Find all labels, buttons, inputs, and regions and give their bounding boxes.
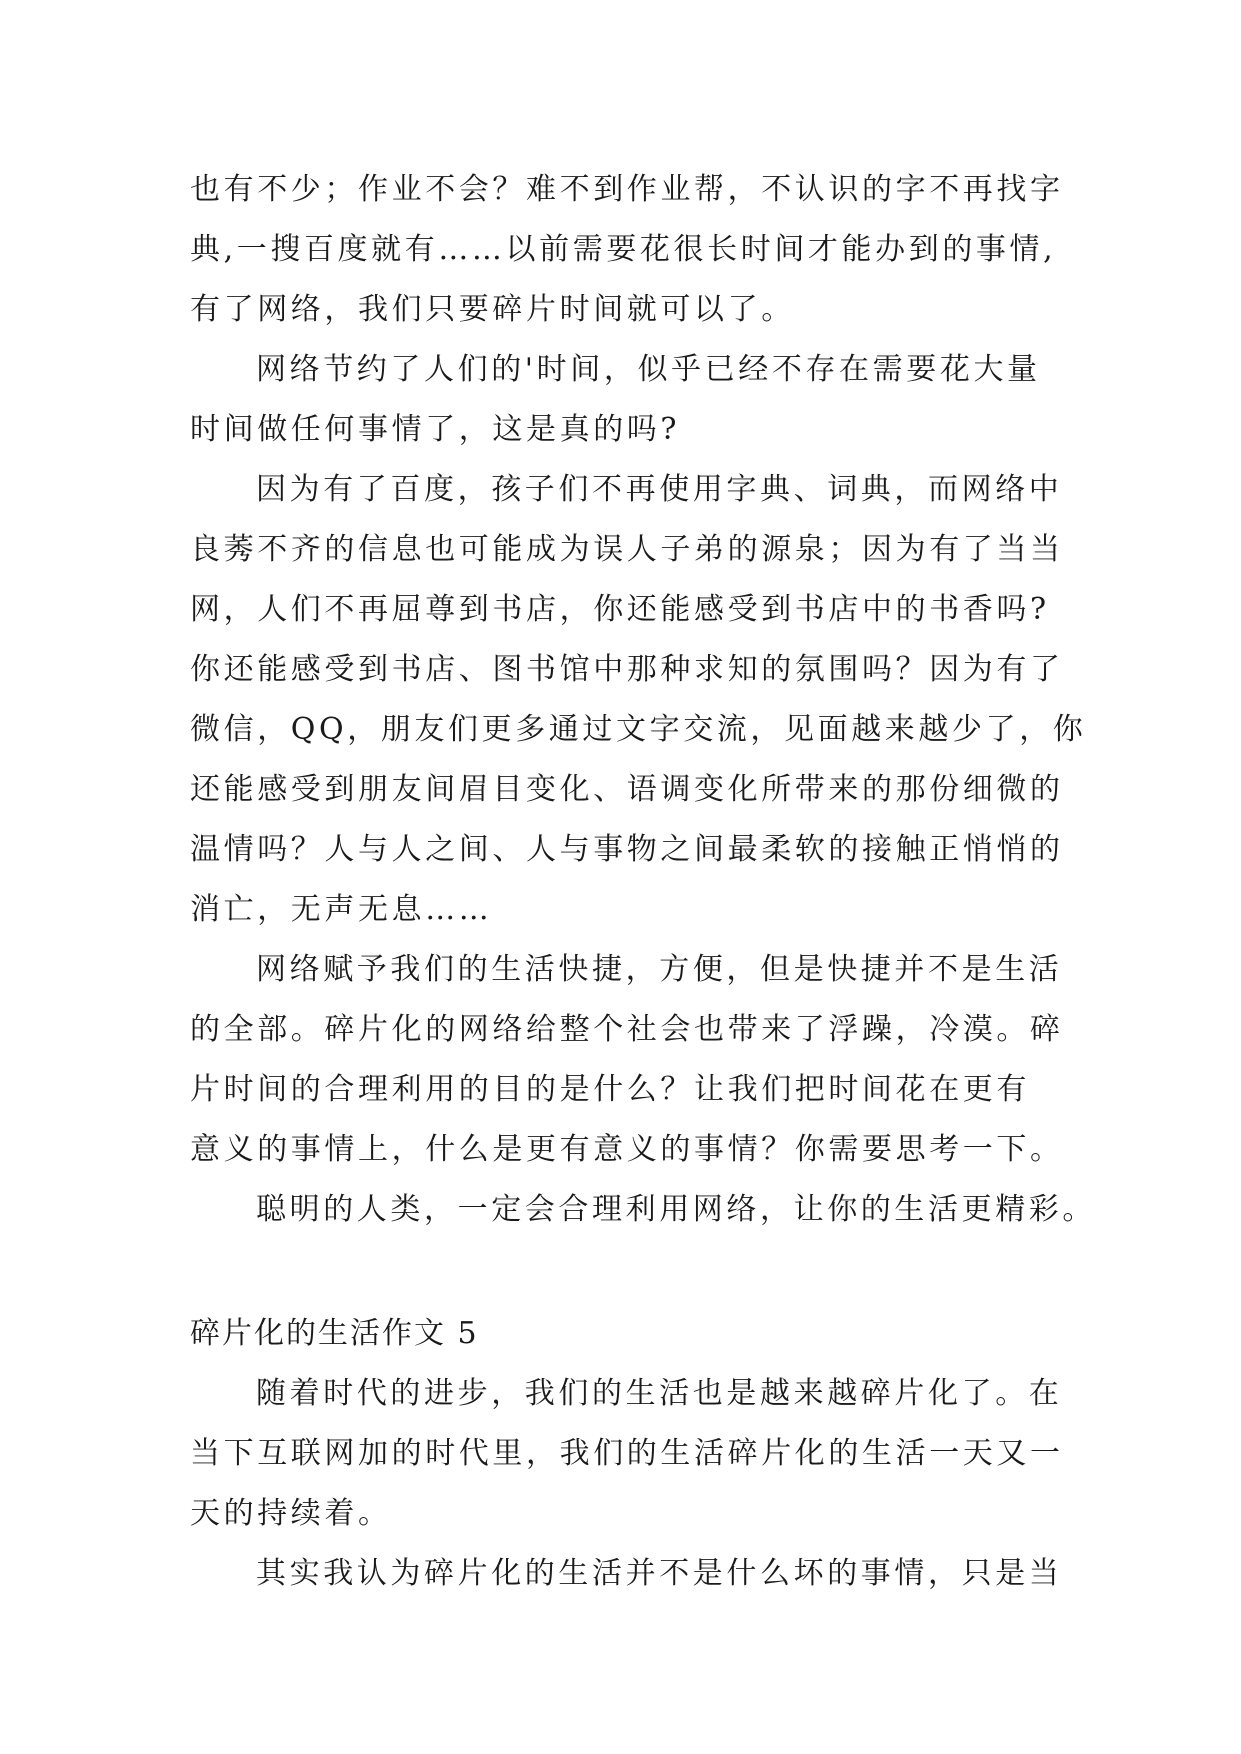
text-line: 还能感受到朋友间眉目变化、语调变化所带来的那份细微的	[190, 772, 1064, 807]
paragraph	[190, 160, 1090, 340]
essay-section	[190, 1304, 1090, 1604]
text-line: 典,一搜百度就有……以前需要花很长时间才能办到的事情,	[190, 232, 1057, 267]
text-line: 微信，QQ，朋友们更多通过文字交流，见面越来越少了，你	[190, 712, 1087, 747]
text-line: 片时间的合理利用的目的是什么？让我们把时间花在更有	[190, 1072, 1030, 1107]
text-line: 时间做任何事情了，这是真的吗?	[190, 412, 681, 447]
paragraph	[190, 940, 1090, 1180]
text-line: 天的持续着。	[190, 1496, 392, 1531]
paragraph	[190, 1544, 1090, 1604]
text-line: 因为有了百度，孩子们不再使用字典、词典，而网络中	[256, 472, 1063, 507]
document-page	[190, 160, 1096, 1604]
essay-body	[190, 160, 1096, 1240]
text-line: 也有不少；作业不会？难不到作业帮，不认识的字不再找字	[190, 172, 1064, 207]
paragraph	[190, 1364, 1090, 1544]
text-line: 温情吗？人与人之间、人与事物之间最柔软的接触正悄悄的	[190, 832, 1064, 867]
text-line: 的全部。碎片化的网络给整个社会也带来了浮躁，冷漠。碎	[190, 1012, 1064, 1047]
text-line: 意义的事情上，什么是更有意义的事情？你需要思考一下。	[190, 1132, 1064, 1167]
section-spacer	[190, 1240, 1090, 1304]
text-line: 当下互联网加的时代里，我们的生活碎片化的生活一天又一	[190, 1436, 1064, 1471]
paragraph	[190, 340, 1090, 460]
paragraph	[190, 1180, 1096, 1240]
text-line: 消亡，无声无息……	[190, 892, 493, 927]
section-title: 碎片化的生活作文 5	[190, 1316, 479, 1351]
text-line: 其实我认为碎片化的生活并不是什么坏的事情，只是当	[256, 1556, 1063, 1591]
text-line: 网络节约了人们的'时间，似乎已经不存在需要花大量	[256, 352, 1041, 387]
text-line: 你还能感受到书店、图书馆中那种求知的氛围吗？因为有了	[190, 652, 1064, 687]
text-line: 有了网络，我们只要碎片时间就可以了。	[190, 292, 795, 327]
paragraph	[190, 460, 1090, 940]
text-line: 网，人们不再屈尊到书店，你还能感受到书店中的书香吗?	[190, 592, 1050, 627]
text-line: 网络赋予我们的生活快捷，方便，但是快捷并不是生活	[256, 952, 1063, 987]
text-line: 随着时代的进步，我们的生活也是越来越碎片化了。在	[256, 1376, 1063, 1411]
text-line: 良莠不齐的信息也可能成为误人子弟的源泉；因为有了当当	[190, 532, 1064, 567]
text-line: 聪明的人类，一定会合理利用网络，让你的生活更精彩。	[256, 1192, 1096, 1227]
